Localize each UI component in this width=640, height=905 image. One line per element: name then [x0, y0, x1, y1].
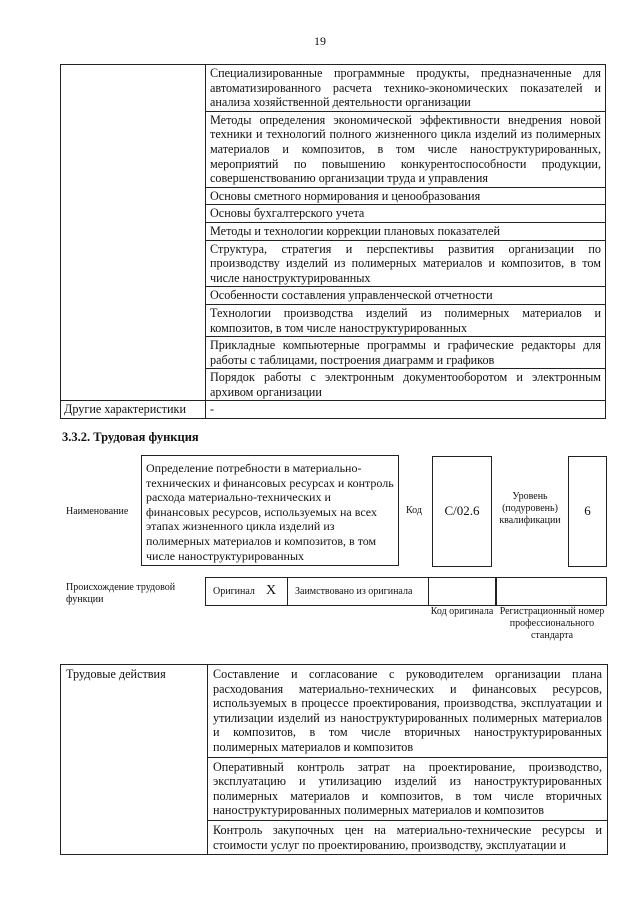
knowledge-row: Прикладные компьютерные программы и графические редакторы для работы с таблицами, построения диаграмм и графиков	[206, 337, 606, 369]
other-characteristics-label: Другие характеристики	[61, 401, 206, 419]
page-number: 19	[314, 34, 326, 48]
knowledge-row: Методы и технологии коррекции плановых показателей	[206, 222, 606, 240]
labor-action-row: Составление и согласование с руководителем организации плана расходования материально-технических и финансовых ресурсов, используемых в процессе проектирования, производства, эксплуатации и утилизации изделий из наноструктурированных полимерных материалов и композитов, в том числе вторичных наноструктурированных полимерных материалов и композитов	[208, 665, 608, 758]
function-name-text: Определение потребности в материально-технических и финансовых ресурсах и контроль расхода материально-технических и финансовых ресурсов, используемых на всех этапах жизненного цикла изделий из полимерных материалов и композитов, в том числе наноструктурированных	[146, 461, 394, 563]
knowledge-table	[60, 64, 606, 419]
original-mark: X	[266, 583, 277, 598]
knowledge-row: Основы бухгалтерского учета	[206, 205, 606, 223]
knowledge-row: Методы определения экономической эффективности внедрения новой техники и технологий полного жизненного цикла изделий из полимерных материалов и композитов, в том числе наноструктурированных, мероприятий по повышению конкурентоспособности продукции, совершенствованию организации труда и управления	[206, 111, 606, 187]
original-mark-cell	[257, 577, 288, 606]
original-code-caption: Код оригинала	[430, 606, 494, 617]
original-label: Оригинал	[213, 586, 255, 597]
original-code-cell	[428, 577, 497, 606]
knowledge-row: Технологии производства изделий из полимерных материалов и композитов, в том числе наноструктурированных	[206, 304, 606, 336]
reg-number-cell	[495, 577, 607, 606]
level-box	[568, 456, 607, 567]
labor-actions-table	[60, 664, 608, 855]
labor-action-row: Контроль закупочных цен на материально-технические ресурсы и стоимости услуг по проектированию, производству, эксплуатации и	[208, 820, 608, 854]
level-value: 6	[584, 503, 591, 518]
qualification-level-label: Уровень (подуровень) квалификации	[499, 491, 561, 526]
borrowed-label: Заимствовано из оригинала	[295, 586, 413, 597]
labor-action-row: Оперативный контроль затрат на проектирование, производство, эксплуатацию и утилизацию изделий из наноструктурированных полимерных материалов и композитов, в том числе вторичных наноструктурированных полимерных материалов и композитов	[208, 757, 608, 820]
labor-actions-label: Трудовые действия	[61, 665, 208, 855]
code-label: Код	[406, 505, 422, 516]
code-box	[432, 456, 492, 567]
knowledge-row: Основы сметного нормирования и ценообразования	[206, 187, 606, 205]
name-label: Наименование	[66, 506, 129, 517]
section-title: 3.3.2. Трудовая функция	[62, 430, 199, 444]
original-cell	[205, 577, 258, 606]
knowledge-row: Порядок работы с электронным документооборотом и электронным архивом организации	[206, 369, 606, 401]
borrowed-cell	[287, 577, 429, 606]
other-characteristics-value: -	[206, 401, 606, 419]
knowledge-row: Структура, стратегия и перспективы развития организации по производству изделий из полимерных материалов и композитов, в том числе наноструктурированных	[206, 240, 606, 287]
knowledge-label-cell	[61, 65, 206, 401]
code-value: С/02.6	[444, 503, 480, 518]
knowledge-row: Особенности составления управленческой отчетности	[206, 287, 606, 305]
knowledge-row: Специализированные программные продукты, предназначенные для автоматизированного расчета технико-экономических показателей и анализа хозяйственной деятельности организации	[206, 65, 606, 112]
reg-number-caption: Регистрационный номер профессионального стандарта	[499, 606, 605, 641]
origin-label: Происхождение трудовой функции	[66, 582, 176, 605]
function-name-box	[141, 455, 399, 566]
